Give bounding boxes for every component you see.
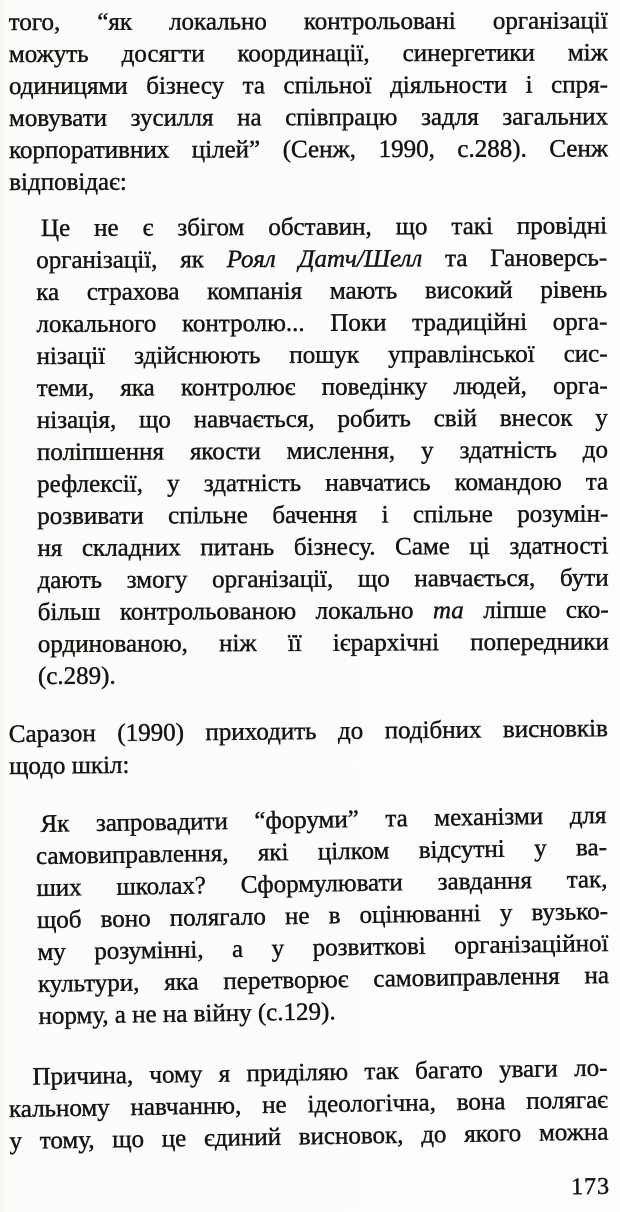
text-line [36, 307, 607, 341]
text-line [37, 339, 608, 373]
text-line [37, 403, 608, 437]
text-line [36, 243, 607, 277]
paragraph [8, 1053, 608, 1158]
text-segment: Це не є збігом обставин, що такі провідні [40, 212, 608, 242]
text-segment: (с.289). [37, 662, 116, 690]
text-segment: теми, яка контролює поведінку людей, орга- [36, 372, 608, 403]
text-segment: ка страхова компанія мають високий рівень [36, 276, 608, 307]
text-segment: організації, як [36, 246, 227, 275]
paragraph [9, 5, 609, 199]
text-segment: ших школах? Сформулювати завдання так, [36, 866, 608, 903]
text-line [38, 659, 609, 693]
text-line [36, 211, 607, 245]
text-line [9, 745, 608, 783]
text-line [37, 531, 608, 565]
text-segment: більш контрольованою локально [37, 597, 433, 626]
text-segment: кальному навчанню, не ідеологічна, вона полягає [8, 1086, 609, 1123]
block-quote [35, 800, 609, 1033]
text-line [9, 69, 608, 103]
text-segment: культури, яка перетворює самовиправлення на [37, 962, 610, 998]
text-segment: та Гановерсь- [422, 244, 608, 273]
text-segment: Саразон (1990) приходить до подібних висновків [8, 715, 608, 749]
text-segment: нізації здійснюють пошук управлінської сис- [36, 340, 608, 371]
text-line [37, 435, 608, 469]
text-segment: му розумінні, а у розвиткові організаційної [37, 930, 609, 966]
text-segment: Як запровадити “форуми” та механізми для [40, 802, 607, 838]
text-segment: у тому, що це єдиний висновок, до якого можна [9, 1118, 609, 1155]
text-segment: розвивати спільне бачення і спільне розумін- [37, 500, 609, 530]
text-segment: можуть досягти координації, синергетики між [8, 39, 608, 69]
text-segment: дають змогу організації, що навчається, бути [37, 564, 609, 594]
text-segment: локального контролю... Поки традиційні орга- [36, 308, 608, 339]
text-segment: Причина, чому я приділяю так багато уваги ло- [32, 1054, 608, 1091]
text-segment: щодо шкіл: [9, 751, 130, 780]
text-segment: норму, а не на війну (с.129). [38, 998, 336, 1030]
text-segment: того, “як локально контрольовані організації [8, 7, 608, 37]
text-line [9, 37, 608, 71]
text-segment: корпоративних цілей” (Сенж, 1990, с.288). Сенж [9, 135, 609, 164]
text-line [38, 627, 609, 661]
text-segment: самовиправлення, які цілком відсутні у ва- [35, 834, 608, 871]
text-segment: поліпшення якости мислення, у здатність до [36, 436, 609, 466]
page-number: 173 [570, 1173, 611, 1201]
text-line [9, 101, 608, 135]
text-segment: ня складних питань бізнесу. Саме ці здатності [37, 532, 609, 562]
text-column [9, 7, 608, 1158]
text-line [9, 165, 608, 199]
paragraph [9, 713, 609, 783]
text-segment: нізація, що навчається, робить свій внесок у [36, 404, 608, 435]
text-segment: ординованою, ніж її ієрархічні попередники [37, 628, 609, 658]
italic-text-segment: та [432, 597, 464, 625]
italic-text-segment: Роял Датч/Шелл [226, 245, 423, 274]
text-line [36, 275, 607, 309]
text-segment: одиницями бізнесу та спільної діяльности і спря- [8, 71, 608, 101]
text-line [9, 5, 608, 39]
text-segment: ліпше ско- [463, 596, 609, 625]
text-line [9, 133, 608, 167]
text-line [37, 499, 608, 533]
text-line [37, 563, 608, 597]
text-line [38, 595, 609, 629]
text-line [37, 467, 608, 501]
text-segment: щоб воно полягало не в оцінюванні у вузько- [36, 898, 609, 934]
text-segment: мовувати зусилля на співпрацю задля загальних [9, 103, 609, 132]
block-quote [36, 211, 609, 693]
text-segment: відповідає: [9, 168, 127, 196]
text-line [37, 371, 608, 405]
text-line [9, 713, 608, 751]
text-segment: рефлексії, у здатність навчатись командою та [37, 468, 609, 498]
